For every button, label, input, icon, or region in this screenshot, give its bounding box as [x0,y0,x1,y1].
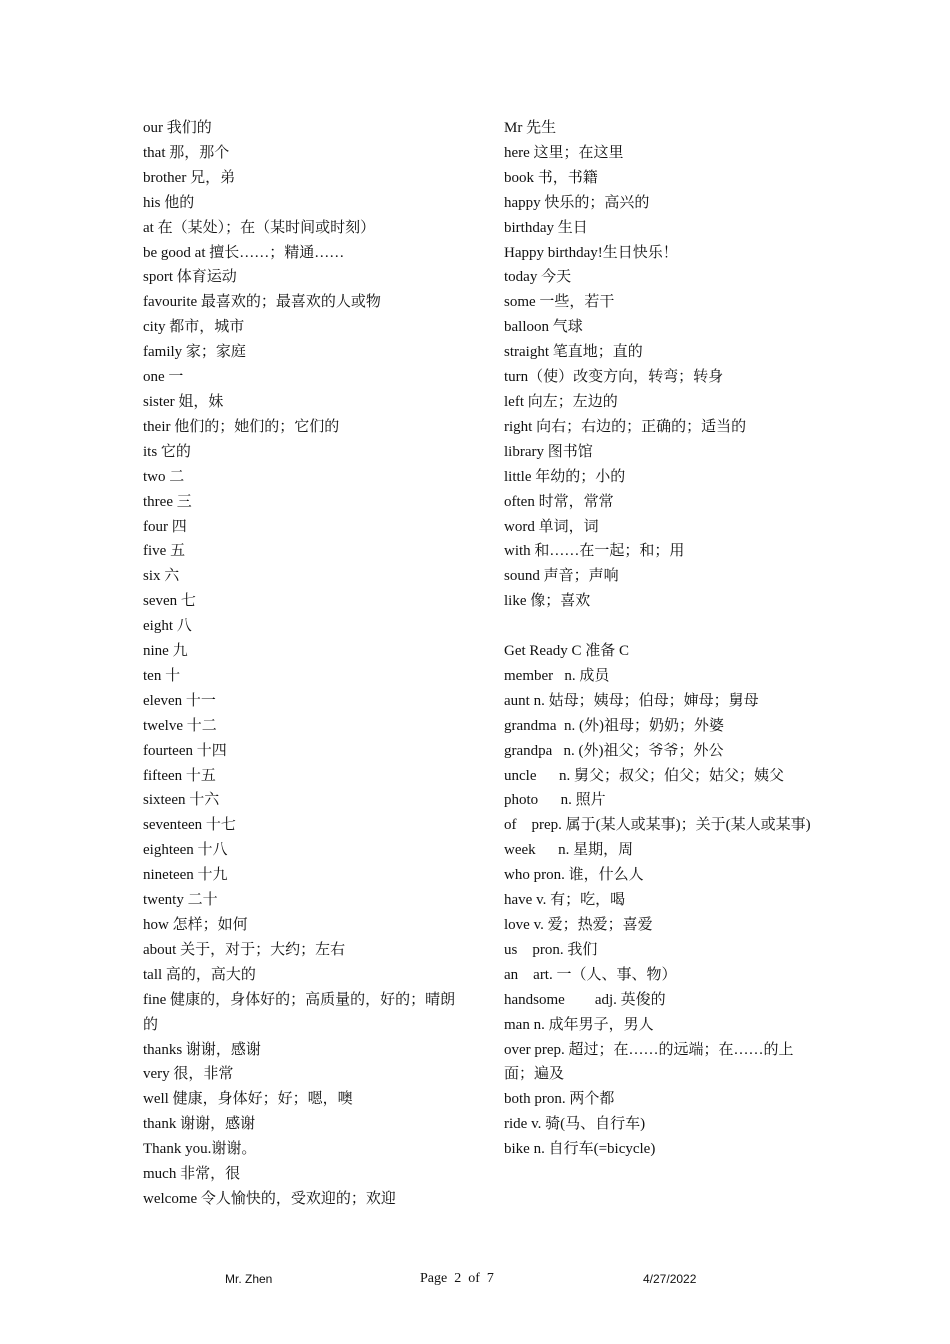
vocabulary-entry: eleven 十一 [143,692,216,709]
vocabulary-entry: its 它的 [143,443,191,460]
vocabulary-entry: nineteen 十九 [143,867,228,884]
blank-line [504,614,814,639]
vocabulary-entry: sport 体育运动 [143,269,237,286]
vocabulary-entry: birthday 生日 [504,219,588,236]
vocabulary-entry: at 在（某处）；在（某时间或时刻） [143,219,376,236]
vocabulary-entry: straight 笔直地；直的 [504,344,643,361]
vocabulary-entry: little 年幼的；小的 [504,468,626,485]
vocabulary-entry: turn（使）改变方向，转弯；转身 [504,369,724,386]
vocabulary-entry: Thank you.谢谢。 [143,1141,257,1158]
footer-page-number: Page 2 of 7 [420,1271,494,1286]
vocabulary-entry: ten 十 [143,667,181,684]
vocabulary-entry: right 向右；右边的；正确的；适当的 [504,418,747,435]
vocabulary-entry: very 很，非常 [143,1066,234,1083]
vocabulary-entry: handsome adj. 英俊的 [504,991,666,1008]
vocabulary-entry: sixteen 十六 [143,792,220,809]
vocabulary-entry: today 今天 [504,269,572,286]
vocabulary-entry: often 时常，常常 [504,493,614,510]
vocabulary-entry: his 他的 [143,194,195,211]
vocabulary-entry: our 我们的 [143,120,212,136]
vocabulary-entry: bike n. 自行车(=bicycle) [504,1141,656,1158]
vocabulary-entry: ride v. 骑(马、自行车) [504,1116,646,1133]
vocabulary-entry: Happy birthday!生日快乐！ [504,244,678,261]
vocabulary-entry: fine 健康的，身体好的；高质量的，好的；晴朗的 [143,991,456,1033]
vocabulary-entry: an art. 一（人、事、物） [504,966,677,983]
vocabulary-entry: eighteen 十八 [143,842,228,859]
vocabulary-entry: three 三 [143,493,192,510]
vocabulary-entry: like 像；喜欢 [504,593,591,610]
vocabulary-entry: seven 七 [143,593,196,610]
vocabulary-entry: grandma n. (外)祖母；奶奶；外婆 [504,717,724,734]
vocabulary-entry: aunt n. 姑母；姨母；伯母；婶母；舅母 [504,692,759,709]
vocabulary-entry: twelve 十二 [143,717,217,734]
vocabulary-entry: some 一些，若干 [504,294,615,311]
footer-author: Mr. Zhen [225,1272,273,1286]
vocabulary-entry: who pron. 谁，什么人 [504,867,644,884]
vocabulary-entry: tall 高的，高大的 [143,966,256,983]
vocabulary-entry: with 和……在一起；和；用 [504,543,685,560]
vocabulary-entry: how 怎样；如何 [143,917,248,933]
vocabulary-entry: family 家；家庭 [143,344,246,361]
vocabulary-entry: of prep. 属于(某人或某事)；关于(某人或某事) [504,817,811,834]
vocabulary-entry: fourteen 十四 [143,742,227,759]
vocabulary-entry: eight 八 [143,618,192,635]
vocabulary-entry: seventeen 十七 [143,817,236,834]
vocabulary-entry: week n. 星期，周 [504,842,634,859]
vocabulary-entry: sister 姐，妹 [143,393,224,410]
vocabulary-entry: twenty 二十 [143,892,218,909]
vocabulary-entry: both pron. 两个都 [504,1091,615,1108]
vocabulary-entry: happy 快乐的；高兴的 [504,194,650,211]
vocabulary-entry: photo n. 照片 [504,792,606,809]
vocabulary-entry: welcome 令人愉快的，受欢迎的；欢迎 [143,1190,396,1207]
vocabulary-entry: word 单词，词 [504,518,599,535]
vocabulary-entry: have v. 有；吃，喝 [504,892,626,909]
vocabulary-entry: favourite 最喜欢的；最喜欢的人或物 [143,294,381,311]
vocabulary-entry: well 健康，身体好；好；嗯，噢 [143,1091,353,1108]
vocabulary-entry: city 都市，城市 [143,319,245,336]
vocabulary-entry: Get Ready C 准备 C [504,643,629,660]
vocabulary-entry: fifteen 十五 [143,767,216,784]
vocabulary-entry: about 关于，对于；大约；左右 [143,941,346,958]
vocabulary-entry: sound 声音；声响 [504,568,619,585]
vocabulary-entry: Mr 先生 [504,120,557,136]
vocabulary-entry: six 六 [143,568,180,585]
vocabulary-column-left [143,116,461,1212]
vocabulary-entry: left 向左；左边的 [504,393,618,410]
vocabulary-entry: library 图书馆 [504,443,593,460]
vocabulary-entry: much 非常，很 [143,1166,241,1183]
vocabulary-entry: man n. 成年男子，男人 [504,1016,654,1033]
vocabulary-entry: two 二 [143,468,185,485]
vocabulary-entry: grandpa n. (外)祖父；爷爷；外公 [504,742,724,759]
vocabulary-column-right [504,116,814,1162]
vocabulary-entry: their 他们的；她们的；它们的 [143,418,340,435]
vocabulary-entry: five 五 [143,543,186,560]
vocabulary-entry: book 书，书籍 [504,169,598,186]
vocabulary-entry: uncle n. 舅父；叔父；伯父；姑父；姨父 [504,767,784,784]
vocabulary-entry: here 这里；在这里 [504,144,624,161]
vocabulary-entry: nine 九 [143,643,188,660]
vocabulary-entry: balloon 气球 [504,319,583,336]
vocabulary-entry: one 一 [143,369,184,386]
vocabulary-entry: over prep. 超过；在……的远端；在……的上面；遍及 [504,1041,794,1083]
vocabulary-entry: thank 谢谢，感谢 [143,1116,256,1133]
vocabulary-entry: thanks 谢谢，感谢 [143,1041,261,1058]
vocabulary-entry: be good at 擅长……；精通…… [143,244,345,261]
vocabulary-entry: four 四 [143,518,187,535]
vocabulary-entry: love v. 爱；热爱；喜爱 [504,916,653,933]
vocabulary-entry: brother 兄，弟 [143,169,236,186]
footer-date: 4/27/2022 [643,1272,697,1286]
vocabulary-entry: member n. 成员 [504,667,610,684]
vocabulary-entry: that 那，那个 [143,144,230,161]
vocabulary-entry: us pron. 我们 [504,941,598,958]
